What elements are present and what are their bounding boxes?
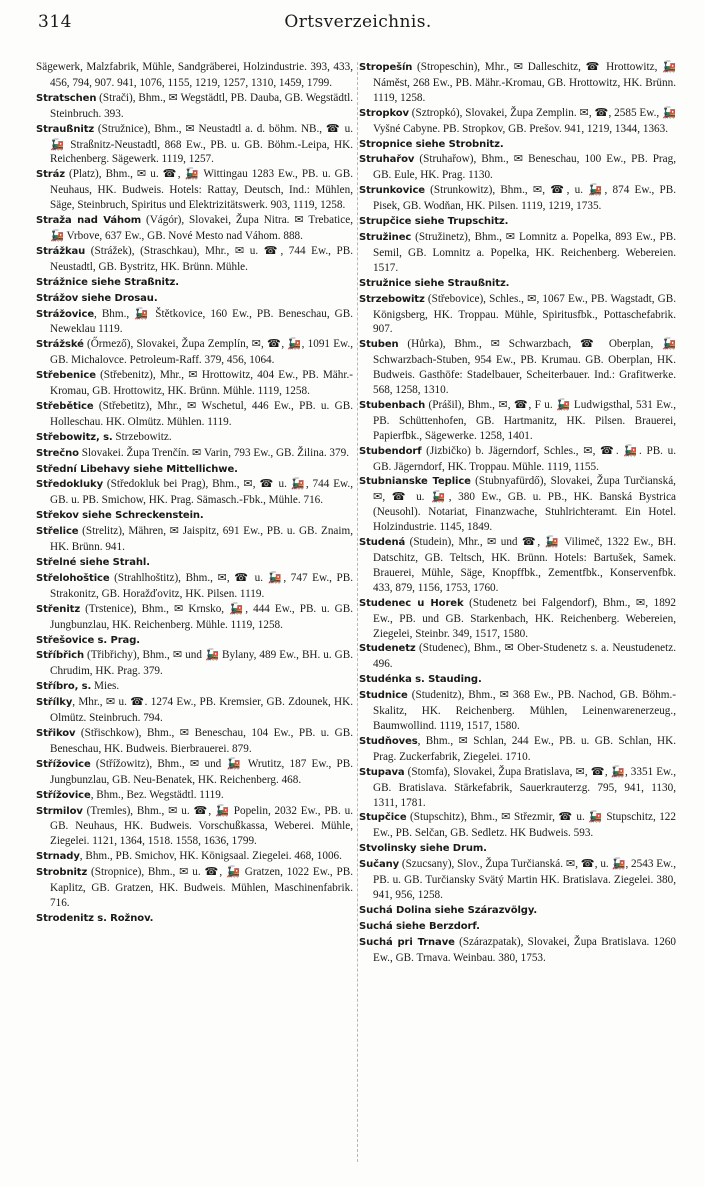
entry-headword: Středokluky [36,479,103,491]
index-entry [359,641,676,672]
entry-text: (Strači), Bhm., ✉ Wegstädtl, PB. Dauba, GB. Wegstädtl. Steinbruch. 393. [50,91,353,120]
index-entry [36,91,353,122]
entry-text: (Třibřichy), Bhm., ✉ und 🚂 Bylany, 489 Ew., BH. u. GB. Chrudim, HK. Prag. 379. [50,649,353,678]
index-entry [36,911,353,927]
index-entry [36,462,353,478]
entry-text: (Studenitz), Bhm., ✉ 368 Ew., PB. Nachod, GB. Böhm.-Skalitz, HK. Reichenberg. Mühlen, Leinenwarenerzeug., Baumwollind. 1119, 1517, 1580. [373,689,676,732]
entry-headword: Stubnianske Teplice [359,476,471,488]
entry-text: (Szucsany), Slov., Župa Turčianská. ✉, ☎, u. 🚂, 2543 Ew., PB. u. GB. Turčiansky Svätý Martin HK. Bratislava. Ziegelei. 380, 941, 956, 1258. [373,858,676,901]
entry-headword: Střebenice [36,370,96,382]
left-column [36,60,353,927]
entry-headword: Stráz [36,169,65,181]
entry-text: , Bhm., PB. Smichov, HK. Königsaal. Ziegelei. 468, 1006. [79,850,342,863]
entry-headword: Střebowitz, s. [36,431,113,443]
index-entry [36,679,353,695]
index-entry [36,788,353,804]
index-entry [359,230,676,276]
entry-headword: Střebětice [36,400,94,412]
entry-headword: Strážovice [36,308,95,320]
entry-headword: Stuben [359,339,399,351]
entry-headword: Stvolinsky siehe Drum. [359,843,487,855]
entry-headword: Suchá pri Trnave [359,936,455,948]
entry-text: (Prášil), Bhm., ✉, ☎, F u. 🚂 Ludwigsthal, 531 Ew., PB. Schüttenhofen, GB. Hartmanitz, HK. Pilsen. Brauerei, Papierfbk., Sägewerke. 1258, 1401. [373,398,676,442]
entry-headword: Střikov [36,727,76,739]
entry-headword: Strmilov [36,805,83,817]
index-entry [359,810,676,841]
entry-text: (Strelitz), Mähren, ✉ Jaispitz, 691 Ew., PB. u. GB. Znaim, HK. Brünn. 941. [50,525,353,554]
index-entry [359,152,676,183]
entry-text: (Studenec), Bhm., ✉ Ober-Studenetz s. a. Neustudenetz. 496. [373,642,676,671]
entry-text: (Stružinetz), Bhm., ✉ Lomnitz a. Popelka, 893 Ew., PB. Semil, GB. Lomnitz a. Popelka, HK. Reichenberg. Webereien. 1517. [373,230,676,274]
index-entry [359,276,676,292]
entry-headword: Stříbřich [36,650,85,662]
index-entry [36,446,353,462]
index-entry [36,804,353,850]
index-entry [36,122,353,168]
index-entry [36,633,353,649]
entry-headword: Struhařov [359,154,415,166]
entry-headword: Straußnitz [36,123,95,135]
entry-headword: Střížovice [36,758,91,770]
entry-headword: Střílky [36,697,73,709]
index-entry [359,919,676,935]
entry-text: (Stropeschin), Mhr., ✉ Dalleschitz, ☎ Hrottowitz, 🚂 Náměst, 268 Ew., PB. Mähr.-Kromau, GB. Hrottowitz, HK. Brünn. 1119, 1258. [373,61,676,104]
entry-headword: Strobnitz [36,867,88,879]
index-entry [359,857,676,903]
index-entry [359,841,676,857]
entry-text: (Trstenice), Bhm., ✉ Krnsko, 🚂, 444 Ew., PB. u. GB. Jungbunzlau, HK. Reichenberg. Mühle. 1119, 1258. [50,602,353,631]
entry-text: , Bhm., ✉ Schlan, 244 Ew., PB. u. GB. Schlan, HK. Prag. Zuckerfabrik, Ziegelei. 1710. [373,734,676,763]
entry-text: (Střischkow), Bhm., ✉ Beneschau, 104 Ew., PB. u. GB. Beneschau, HK. Budweis. Bierbrauerei. 879. [50,726,353,755]
entry-headword: Střelné siehe Strahl. [36,557,150,568]
entry-text: (Strahlhoštitz), Bhm., ✉, ☎ u. 🚂, 747 Ew., PB. Strakonitz, GB. Horažďovitz, HK. Pilsen. 1119. [50,571,353,600]
index-entry [359,444,676,475]
entry-text: Mies. [91,680,120,693]
entry-headword: Studňoves [359,735,418,747]
index-entry [36,865,353,911]
entry-text: (Vágór), Slovakei, Župa Nitra. ✉ Trebatice, 🚂 Vrbove, 637 Ew., GB. Nové Mesto nad Váhom. 888. [50,214,354,242]
index-entry [359,596,676,642]
index-entry [359,765,676,811]
index-entry [36,60,353,91]
entry-text: (Sztropkó), Slovakei, Župa Zemplin. ✉, ☎, 2585 Ew., 🚂 Vyšné Cabyne. PB. Stropkov, GB. Prešov. 941, 1219, 1344, 1363. [373,106,676,135]
index-entry [36,167,353,213]
entry-headword: Stupčice [359,812,407,824]
index-entry [36,244,353,275]
entry-headword: Stupava [359,766,405,778]
entry-headword: Stratschen [36,92,97,104]
index-entry [359,474,676,535]
entry-text: Slovakei. Župa Trenčín. ✉ Varin, 793 Ew., GB. Žilina. 379. [78,446,350,459]
entry-text: (Strunkowitz), Bhm., ✉, ☎, u. 🚂, 874 Ew., PB. Pisek, GB. Wodňan, HK. Pilsen. 1119, 1219, 1735. [373,184,676,213]
entry-headword: Střelohoštice [36,572,110,584]
entry-headword: Stubendorf [359,445,422,457]
index-entry [36,213,353,244]
index-entry [36,571,353,602]
entry-text: Strzebowitz. [112,430,172,443]
entry-headword: Studnice [359,690,408,702]
index-entry [359,292,676,338]
index-entry [36,757,353,788]
entry-text: (Střebenitz), Mhr., ✉ Hrottowitz, 404 Ew., PB. Mähr.-Kromau, GB. Hrottowitz, HK. Brünn. Mühle. 1119, 1258. [50,369,353,398]
index-entry [36,648,353,679]
right-column [359,60,676,965]
index-entry [359,734,676,765]
index-entry [36,508,353,524]
entry-text: (Stubnyafürdő), Slovakei, Župa Turčianská, ✉, ☎ u. 🚂, 380 Ew., GB. u. PB., HK. Banská Bystrica (Neusohl). Notariat, Finanzwache, Stuhlrichteramt. Ein Hotel. Holzindustrie. 1145, 1849. [373,475,676,534]
entry-headword: Suchá Dolina siehe Szárazvölgy. [359,904,538,916]
entry-text: Sägewerk, Malzfabrik, Mühle, Sandgräberei, Holzindustrie. 393, 433, 456, 794, 907. 941, 1076, 1155, 1219, 1257, 1310, 1459, 1799. [36,61,353,89]
index-entry [359,183,676,214]
page-header [38,12,678,40]
index-entry [36,477,353,508]
entry-text: (Stomfa), Slovakei, Župa Bratislava, ✉, ☎, 🚂, 3351 Ew., GB. Bratislava. Stärkefabrik, Sauerkrauterzg. 795, 941, 1130, 1311, 1781. [373,765,676,809]
index-entry [359,137,676,153]
entry-text: (Střebovice), Schles., ✉, 1067 Ew., PB. Wagstadt, GB. Königsberg, HK. Troppau. Mühle, Spiritusfbk., Pottaschefabrik. 907. [373,292,676,336]
entry-headword: Sučany [359,859,400,871]
entry-headword: Studénka s. Stauding. [359,674,482,686]
entry-text: (Tremles), Bhm., ✉ u. ☎, 🚂 Popelin, 2032 Ew., PB. u. GB. Neuhaus, HK. Budweis. Vorschußkassa, Weberei. Mühle, Ziegelei. 1121, 1364, 1518. 1558, 1636, 1799. [50,804,353,848]
index-entry [36,275,353,291]
entry-text: (Stropnice), Bhm., ✉ u. ☎, 🚂 Gratzen, 1022 Ew., PB. Kaplitz, GB. Gratzen, HK. Budweis. Mühlen, Maschinenfabrik. 716. [50,866,353,909]
entry-text: (Střížowitz), Bhm., ✉ und 🚂 Wrutitz, 187 Ew., PB. Jungbunzlau, GB. Neu-Benatek, HK. Reichenberg. 468. [50,757,353,786]
entry-headword: Studená [359,537,406,549]
index-entry [359,903,676,919]
entry-text: (Jizbičko) b. Jägerndorf, Schles., ✉, ☎. 🚂. PB. u. GB. Jägerndorf, HK. Troppau. Mühle. 1119, 1155. [373,444,676,473]
entry-text: (Hůrka), Bhm., ✉ Schwarzbach, ☎ Oberplan, 🚂 Schwarzbach-Stuben, 954 Ew., PB. Krumau. GB. Oberplan, HK. Budweis. Gasthöfe: Stadelbauer, Scheiterbauer. Ind.: Grafitwerke. 568, 1258, 1310. [373,338,676,397]
index-entry [36,524,353,555]
entry-headword: Strážské [36,339,84,351]
entry-headword: Střenitz [36,603,81,615]
entry-headword: Střelice [36,526,79,538]
entry-text: , Bhm., 🚂 Štětkovice, 160 Ew., PB. Beneschau, GB. Neweklau 1119. [50,307,353,336]
entry-headword: Straža nad Váhom [36,215,142,227]
entry-headword: Strunkovice [359,185,425,197]
entry-headword: Strážnice siehe Straßnitz. [36,276,179,288]
index-entry [359,935,676,966]
entry-headword: Střešovice s. Prag. [36,634,140,646]
entry-text: (Střebetitz), Mhr., ✉ Wschetul, 446 Ew., PB. u. GB. Holleschau. HK. Olmütz. Mühlen. 1119. [50,399,353,428]
entry-headword: Stropkov [359,107,409,119]
entry-headword: Studenetz [359,643,416,655]
entry-text: , Mhr., ✉ u. ☎. 1274 Ew., PB. Kremsier, GB. Zdounek, HK. Olmütz. Steinbruch. 794. [50,696,353,725]
index-entry [359,688,676,734]
column-divider [357,62,358,1162]
entry-headword: Stropešín [359,62,413,73]
entry-text: , Bhm., Bez. Wegstädtl. 1119. [90,788,224,801]
entry-headword: Stubenbach [359,399,426,411]
page-title: Ortsverzeichnis. [284,12,432,32]
index-entry [36,695,353,726]
index-entry [359,337,676,398]
index-entry [359,535,676,596]
index-entry [36,430,353,446]
index-entry [36,849,353,865]
entry-headword: Strodenitz s. Rožnov. [36,912,154,924]
page-number: 314 [38,12,72,32]
entry-text: (Stupschitz), Bhm., ✉ Střezmir, ☎ u. 🚂 Stupschitz, 122 Ew., PB. Selčan, GB. Sedletz. HK Budweis. 593. [373,811,676,840]
entry-text: (Studenetz bei Falgendorf), Bhm., ✉, 1892 Ew., PB. und GB. Starkenbach, HK. Reichenberg. Webereien, Ziegelei, Steinbr. 349, 1517, 1580. [373,596,676,640]
entry-headword: Strzebowitz [359,293,425,305]
entry-text: (Őrmező), Slovakei, Župa Zemplín, ✉, ☎, 🚂, 1091 Ew., GB. Michalovce. Petroleum-Raff. 379, 456, 1064. [50,338,353,367]
index-entry [36,602,353,633]
index-entry [36,307,353,338]
index-entry [359,106,676,137]
entry-headword: Studenec u Horek [359,597,464,609]
entry-headword: Strážov siehe Drosau. [36,292,158,304]
index-entry [359,60,676,106]
entry-headword: Strážkau [36,245,86,257]
entry-text: (Strážek), (Straschkau), Mhr., ✉ u. ☎, 744 Ew., PB. Neustadtl, GB. Bystritz, HK. Brünn. Mühle. [50,244,353,273]
index-entry [36,726,353,757]
entry-text: (Stružnice), Bhm., ✉ Neustadtl a. d. böhm. NB., ☎ u. 🚂 Straßnitz-Neustadtl, 868 Ew., PB. u. GB. Böhm.-Leipa, HK. Reichenberg. Sägewerk. 1119, 1257. [50,122,353,166]
index-entry [359,214,676,230]
index-entry [36,368,353,399]
index-entry [36,337,353,368]
entry-text: (Struhařow), Bhm., ✉ Beneschau, 100 Ew., PB. Prag, GB. Eule, HK. Prag. 1130. [373,153,676,182]
entry-text: (Platz), Bhm., ✉ u. ☎, 🚂 Wittingau 1283 Ew., PB. u. GB. Neuhaus, HK. Budweis. Hotels: Rattay, Deutsch, Ind.: Mühlen, Säge, Steinbruch, Spiritus und Elektrizitätswerk. 903, 1119, 1258. [50,168,353,212]
entry-headword: Střížovice [36,789,91,801]
index-entry [359,398,676,444]
index-entry [36,555,353,571]
entry-headword: Stříbro, s. [36,681,92,693]
entry-headword: Střední Libehavy siehe Mittellichwe. [36,463,238,475]
entry-text: (Szárazpatak), Slovakei, Župa Bratislava. 1260 Ew., GB. Trnava. Weinbau. 380, 1753. [373,935,676,964]
index-entry [36,399,353,430]
entry-headword: Strnady [36,851,80,863]
entry-headword: Střekov siehe Schreckenstein. [36,510,204,522]
entry-headword: Suchá siehe Berzdorf. [359,920,480,932]
entry-headword: Stropnice siehe Strobnitz. [359,138,504,150]
entry-headword: Stružinec [359,231,412,243]
entry-text: (Studein), Mhr., ✉ und ☎, 🚂 Vilimeč, 1322 Ew., BH. Datschitz, GB. Teltsch, HK. Brünn. Hotels: Bartušek, Samek. Brauerei, Mühle, Säge, Knopffbk., Zementfbk., Konservenfbk. 433, 879, 1156, 1753, 1760. [373,536,676,594]
entry-headword: Strupčice siehe Trupschitz. [359,216,509,228]
entry-text: (Středokluk bei Prag), Bhm., ✉, ☎ u. 🚂, 744 Ew., GB. u. PB. Smichow, HK. Prag. Sämasch.-Fbk., Mühle. 716. [50,478,353,507]
entry-headword: Stružnice siehe Straußnitz. [359,277,510,289]
index-entry [359,672,676,688]
index-entry [36,291,353,307]
entry-headword: Strečno [36,447,79,459]
